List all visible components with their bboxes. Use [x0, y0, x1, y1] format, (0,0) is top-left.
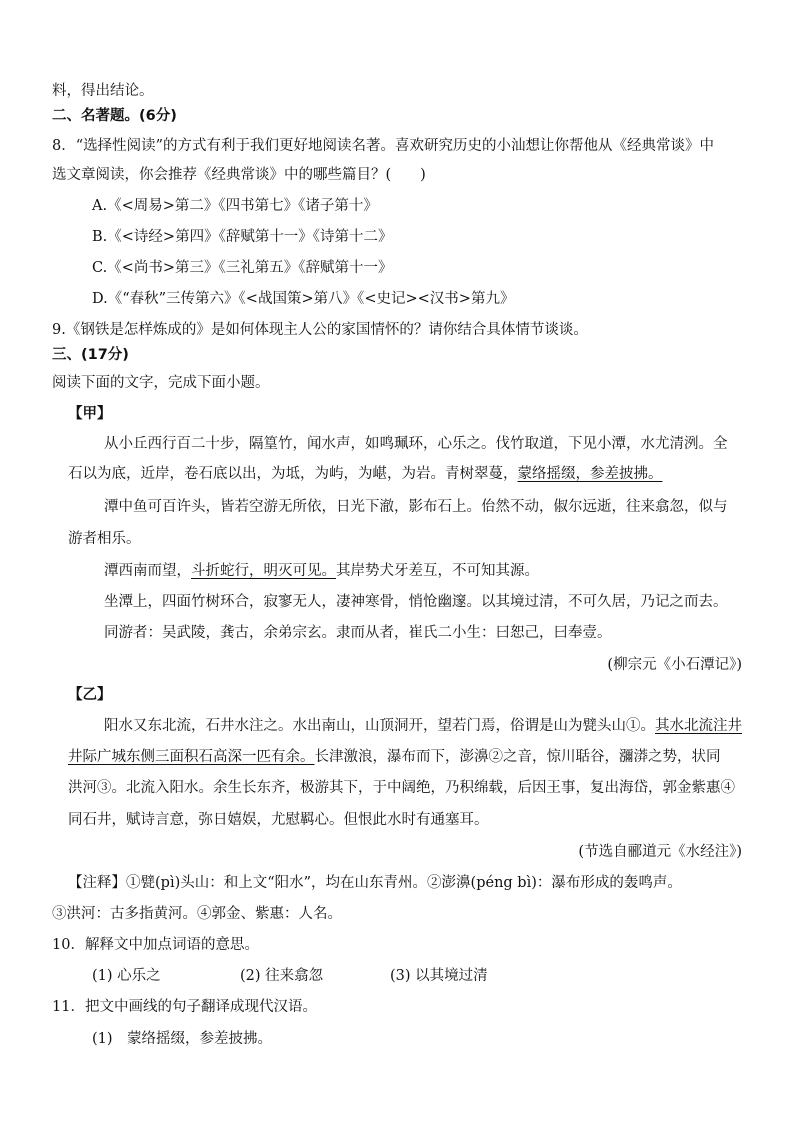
section-heading-2: 二、名著题。(6分): [52, 108, 177, 124]
passage-jia-label: 【甲】: [68, 406, 112, 422]
passage-jia-line: 同游者：吴武陵，龚古，余弟宗玄。隶而从者，崔氏二小生：曰恕己，曰奉壹。: [104, 625, 612, 641]
passage-jia-line: 潭中鱼可百许头，皆若空游无所依，日光下澈，影布石上。佁然不动，俶尔远逝，往来翕忽，似与: [104, 499, 728, 515]
passage-yi-label: 【乙】: [68, 687, 112, 703]
underlined-sentence: 斗折蛇行，明灭可见。: [191, 563, 336, 579]
question-10-item-1: (1) 心乐之: [92, 968, 161, 984]
text-line-continuation: 料，得出结论。: [52, 83, 154, 99]
passage-jia-line: 石以为底，近岸，卷石底以出，为坻，为屿，为嵁，为岩。青树翠蔓，蒙络摇缀，参差披拂。: [68, 466, 663, 482]
option-c: C.《<尚书>第三》《三礼第五》《辞赋第十一》: [92, 260, 393, 276]
question-11-item-1: (1) 蒙络摇缀，参差披拂。: [92, 1031, 273, 1047]
option-b: B.《<诗经>第四》《辞赋第十一》《诗第十二》: [92, 229, 393, 245]
underlined-sentence: 蒙络摇缀，参差披拂。: [517, 466, 663, 482]
underlined-sentence: 其水北流注井: [655, 718, 742, 734]
section-heading-3: 三、(17分): [52, 347, 129, 363]
question-10-item-2: (2) 往来翕忽: [240, 968, 324, 984]
question-11-text: 11．把文中画线的句子翻译成现代汉语。: [52, 999, 317, 1015]
passage-jia-line: 从小丘西行百二十步，隔篁竹，闻水声，如鸣珮环，心乐之。伐竹取道，下见小潭，水尤清洌。全: [104, 436, 728, 452]
question-8-text-2: 选文章阅读，你会推荐《经典常谈》中的哪些篇目？( ): [52, 167, 426, 183]
passage-yi-line: 阳水又东北流，石井水注之。水出南山，山顶洞开，望若门焉，俗谓是山为甓头山①。其水北流注井: [104, 718, 742, 734]
annotation-line: ③洪河：古多指黄河。④郭金、紫惠：人名。: [52, 906, 342, 922]
underlined-sentence: 井际广城东侧三面积石高深一匹有余。: [68, 749, 315, 765]
option-d: D.《“春秋”三传第六》《<战国策>第八》《<史记><汉书>第九》: [92, 291, 515, 307]
passage-yi-source: (节选自郦道元《水经注》): [578, 844, 742, 860]
passage-jia-source: (柳宗元《小石潭记》): [607, 657, 742, 673]
question-9-text: 9.《钢铁是怎样炼成的》是如何体现主人公的家国情怀的？请你结合具体情节谈谈。: [52, 322, 588, 338]
passage-jia-line: 潭西南而望，斗折蛇行，明灭可见。其岸势犬牙差互，不可知其源。: [104, 563, 539, 579]
question-10-item-3: (3) 以其境过清: [390, 968, 488, 984]
question-10-text: 10．解释文中加点词语的意思。: [52, 937, 259, 953]
passage-yi-line: 井际广城东侧三面积石高深一匹有余。长津激浪，瀑布而下，澎濞②之音，惊川聒谷，瀰漭之势，状同: [68, 749, 721, 765]
passage-yi-line: 同石井，赋诗言意，弥日嬉娱，尤慰羁心。但恨此水时有通塞耳。: [68, 812, 489, 828]
passage-yi-line: 洪河③。北流入阳水。余生长东齐，极游其下，于中阔绝，乃积绵载，后因王事，复出海岱，郭金紫惠④: [68, 780, 735, 796]
passage-jia-line: 游者相乐。: [68, 531, 141, 547]
passage-jia-line: 坐潭上，四面竹树环合，寂寥无人，凄神寒骨，悄怆幽邃。以其境过清，不可久居，乃记之而去。: [104, 594, 728, 610]
option-a: A.《<周易>第二》《四书第七》《诸子第十》: [92, 198, 378, 214]
annotation-line: 【注释】①甓(pì)头山：和上文“阳水”，均在山东青州。②澎濞(péng bì)：瀑布形成的轰鸣声。: [68, 875, 682, 891]
question-8-text: 8．“选择性阅读”的方式有利于我们更好地阅读名著。喜欢研究历史的小汕想让你帮他从《经典常谈》中: [52, 138, 715, 154]
reading-instruction: 阅读下面的文字，完成下面小题。: [52, 375, 270, 391]
